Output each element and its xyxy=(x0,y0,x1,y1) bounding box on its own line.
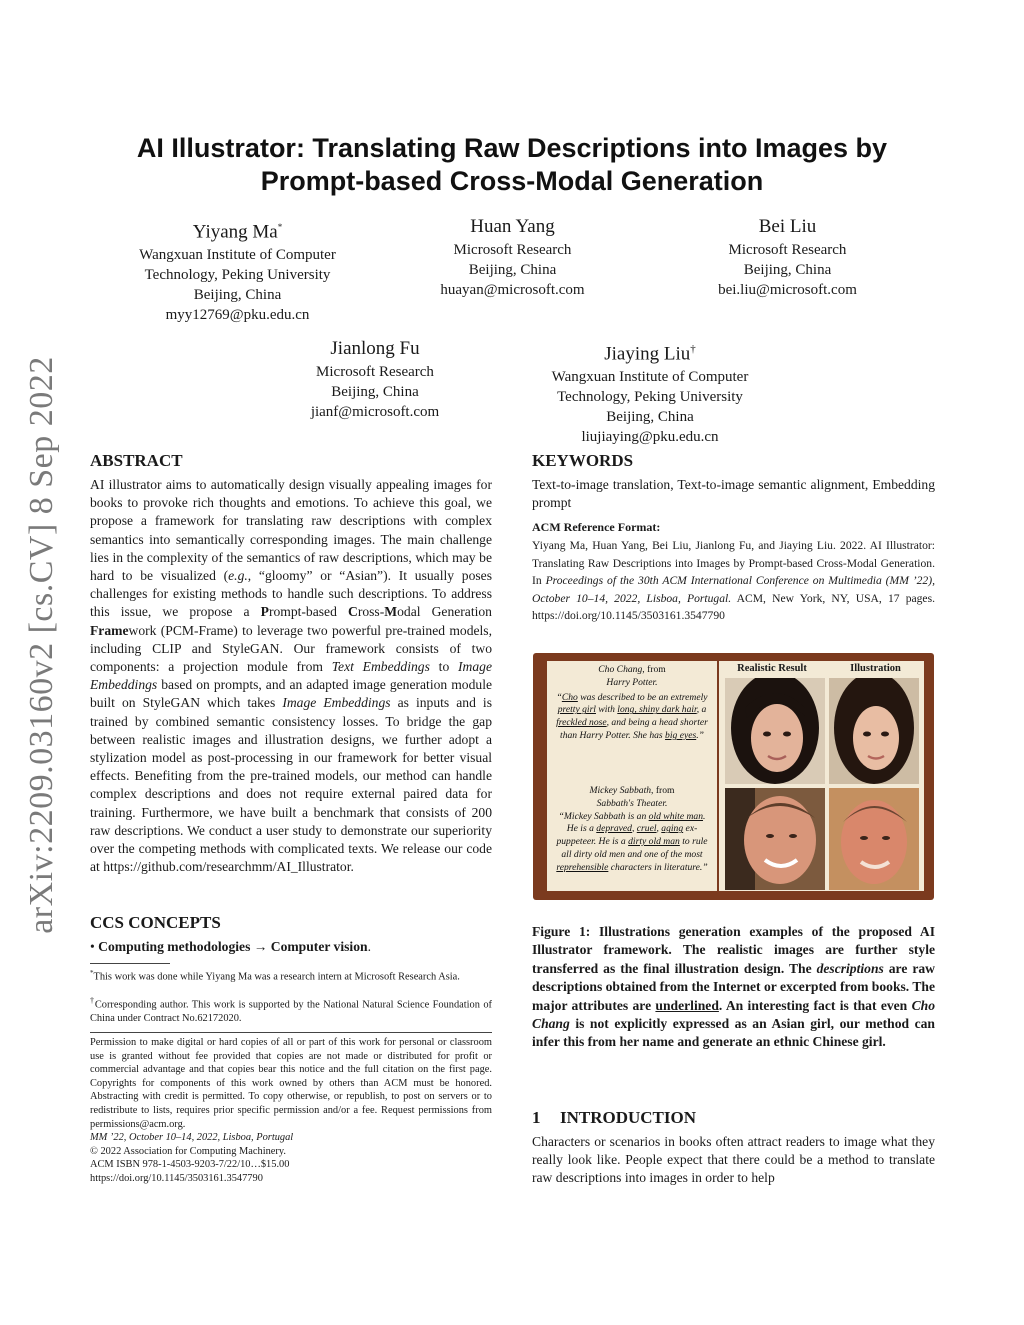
author-name: Jianlong Fu xyxy=(330,338,420,359)
description-mickey-sabbath: Mickey Sabbath, from Sabbath's Theater. “Mickey Sabbath is an old white man. He is a depraved, cruel, aging ex-puppeteer. He is a dirty old man to rule all dirty old men and one of the most reprehensible characters in literature.” xyxy=(556,785,708,873)
author-email[interactable]: myy12769@pku.edu.cn xyxy=(165,307,310,324)
author-email[interactable]: huayan@microsoft.com xyxy=(440,282,585,298)
author-affiliation: Technology, Peking University xyxy=(144,267,331,284)
footnote-1: *This work was done while Yiyang Ma was a research intern at Microsoft Research Asia. xyxy=(90,969,460,983)
copyright: © 2022 Association for Computing Machinery. xyxy=(90,1145,286,1157)
isbn: ACM ISBN 978-1-4503-9203-7/22/10…$15.00 xyxy=(90,1159,290,1171)
ccs-heading: CCS CONCEPTS xyxy=(90,913,221,932)
keywords-text: Text-to-image translation, Text-to-image semantic alignment, Embedding prompt xyxy=(532,477,935,511)
col-header-realistic: Realistic Result xyxy=(737,663,807,674)
figure-descriptions-page xyxy=(547,661,717,891)
author-name: Jiaying Liu† xyxy=(604,343,696,365)
author-block-5 xyxy=(520,336,780,447)
figure-1-caption: Figure 1: Illustrations generation examples of the proposed AI Illustrator framework. The realistic images are further style transferred as the final illustration design. The descriptions are raw descriptions obtained from the Internet or excerpted from books. The major attributes are underlined. An interesting fact is that even Cho Chang is not explicitly expressed as an Asian girl, our method can infer this from her name and generate an ethnic Chinese girl. xyxy=(532,924,936,1050)
author-block-1 xyxy=(110,214,365,325)
author-block-4 xyxy=(270,336,480,422)
abstract-heading: ABSTRACT xyxy=(90,451,183,470)
photo-illustration-girl xyxy=(829,678,919,784)
ccs-item: Computing methodologies → Computer vision xyxy=(98,939,368,954)
author-affiliation: Wangxuan Institute of Computer xyxy=(551,369,749,386)
author-affiliation: Technology, Peking University xyxy=(557,389,743,406)
photo-realistic-girl xyxy=(725,678,825,784)
figure-1-book xyxy=(533,653,934,900)
author-email[interactable]: liujiaying@pku.edu.cn xyxy=(581,429,719,446)
permission-rule xyxy=(90,1032,492,1033)
acm-ref-heading: ACM Reference Format: xyxy=(532,520,661,534)
author-location: Beijing, China xyxy=(193,287,282,304)
title-line-1: AI Illustrator: Translating Raw Descriptions into Images by xyxy=(136,133,888,163)
figure-results-page xyxy=(719,661,924,891)
arxiv-id: arXiv:2209.03160v2 [cs.CV] 8 Sep 2022 xyxy=(23,356,60,934)
intro-heading: INTRODUCTION xyxy=(560,1108,697,1127)
col-header-illustration: Illustration xyxy=(850,663,901,674)
author-affiliation: Microsoft Research xyxy=(453,242,572,258)
author-affiliation: Microsoft Research xyxy=(728,242,847,258)
footnote-2: †Corresponding author. This work is supported by the National Natural Science Foundation of China under Contract No.62172020. xyxy=(90,996,493,1025)
photo-illustration-man xyxy=(829,788,919,890)
author-affiliation: Microsoft Research xyxy=(316,364,434,380)
author-email[interactable]: bei.liu@microsoft.com xyxy=(718,282,857,298)
author-location: Beijing, China xyxy=(468,262,557,278)
intro-text: Characters or scenarios in books often attract readers to image what they really look like. People expect that there could be a method to translate raw descriptions into images in order to help xyxy=(532,1134,935,1186)
permission-text: Permission to make digital or hard copies of all or part of this work for personal or classroom use is granted without fee provided that copies are not made or distributed for profit or commercial advantage and that copies bear this notice and the full citation on the first page. Copyrights for components of this work owned by others than ACM must be honored. Abstracting with credit is permitted. To copy otherwise, or republish, to post on servers or to redistribute to lists, requires prior specific permission and/or a fee. Request permissions from permissions@acm.org. xyxy=(90,1037,492,1130)
abstract-text: AI illustrator aims to automatically design visually appealing images for books to provoke rich thoughts and emotions. To achieve this goal, we propose a framework for translating raw descriptions with complex semantics into semantically corresponding images. The main challenge lies in the complexity of the semantics of raw descriptions, which may be hard to be visualized (e.g., “gloomy” or “Asian”). It usually poses challenges for existing methods to handle such descriptions. To address this issue, we propose a Prompt-based Cross-Modal Generation Framework (PCM-Frame) to leverage two powerful pre-trained models, including CLIP and StyleGAN. Our framework consists of two components: a projection module from Text Embeddings to Image Embeddings based on prompts, and an adapted image generation module built on StyleGAN which takes Image Embeddings as inputs and is trained by combined semantic consistency losses. To bridge the gap between realistic images and illustration designs, we further adopt a stylization model as post-processing in our framework for better visual effects. Benefiting from the pre-trained models, our method can handle complex descriptions and does not require external paired data for training. Furthermore, we have built a benchmark that consists of 200 raw descriptions. We conduct a user study to demonstrate our superiority over the competing methods with complicated texts. We release our code at https://github.com/researchmm/AI_Illustrator. xyxy=(90,477,493,875)
intro-number: 1 xyxy=(532,1108,541,1127)
photo-realistic-man xyxy=(725,788,825,890)
acm-ref-text: Yiyang Ma, Huan Yang, Bei Liu, Jianlong Fu, and Jiaying Liu. 2022. AI Illustrator: Translating Raw Descriptions into Images by Prompt-based Cross-Modal Generation. In Proceedings of the 30th ACM International Conference on Multimedia (MM ’22), October 10–14, 2022, Lisboa, Portugal. ACM, New York, NY, USA, 17 pages. https://doi.org/10.1145/3503161.3547790 xyxy=(532,539,935,623)
author-location: Beijing, China xyxy=(606,409,694,426)
author-name: Yiyang Ma* xyxy=(192,221,283,243)
author-block-3 xyxy=(680,214,895,300)
author-block-2 xyxy=(400,214,625,300)
author-location: Beijing, China xyxy=(743,262,832,278)
author-name: Bei Liu xyxy=(758,216,817,237)
author-name: Huan Yang xyxy=(470,216,555,237)
description-cho-chang: Cho Chang, from Harry Potter. “Cho was described to be an extremely pretty girl with long, shiny dark hair, a freckled nose, and being a head shorter than Harry Potter. She has big eyes.” xyxy=(556,664,708,741)
keywords-heading: KEYWORDS xyxy=(532,451,634,470)
arxiv-stamp xyxy=(22,356,62,934)
venue: MM ’22, October 10–14, 2022, Lisboa, Portugal xyxy=(90,1132,294,1144)
author-affiliation: Wangxuan Institute of Computer xyxy=(139,247,336,264)
paper-title xyxy=(90,132,934,198)
title-line-2: Prompt-based Cross-Modal Generation xyxy=(260,166,764,196)
ccs-concepts: • Computing methodologies → Computer vision. xyxy=(90,939,371,954)
author-email[interactable]: jianf@microsoft.com xyxy=(310,404,440,420)
footnote-rule xyxy=(90,963,170,964)
doi-link[interactable]: https://doi.org/10.1145/3503161.3547790 xyxy=(90,1172,263,1184)
permission-block xyxy=(90,1036,492,1186)
author-location: Beijing, China xyxy=(331,384,419,400)
